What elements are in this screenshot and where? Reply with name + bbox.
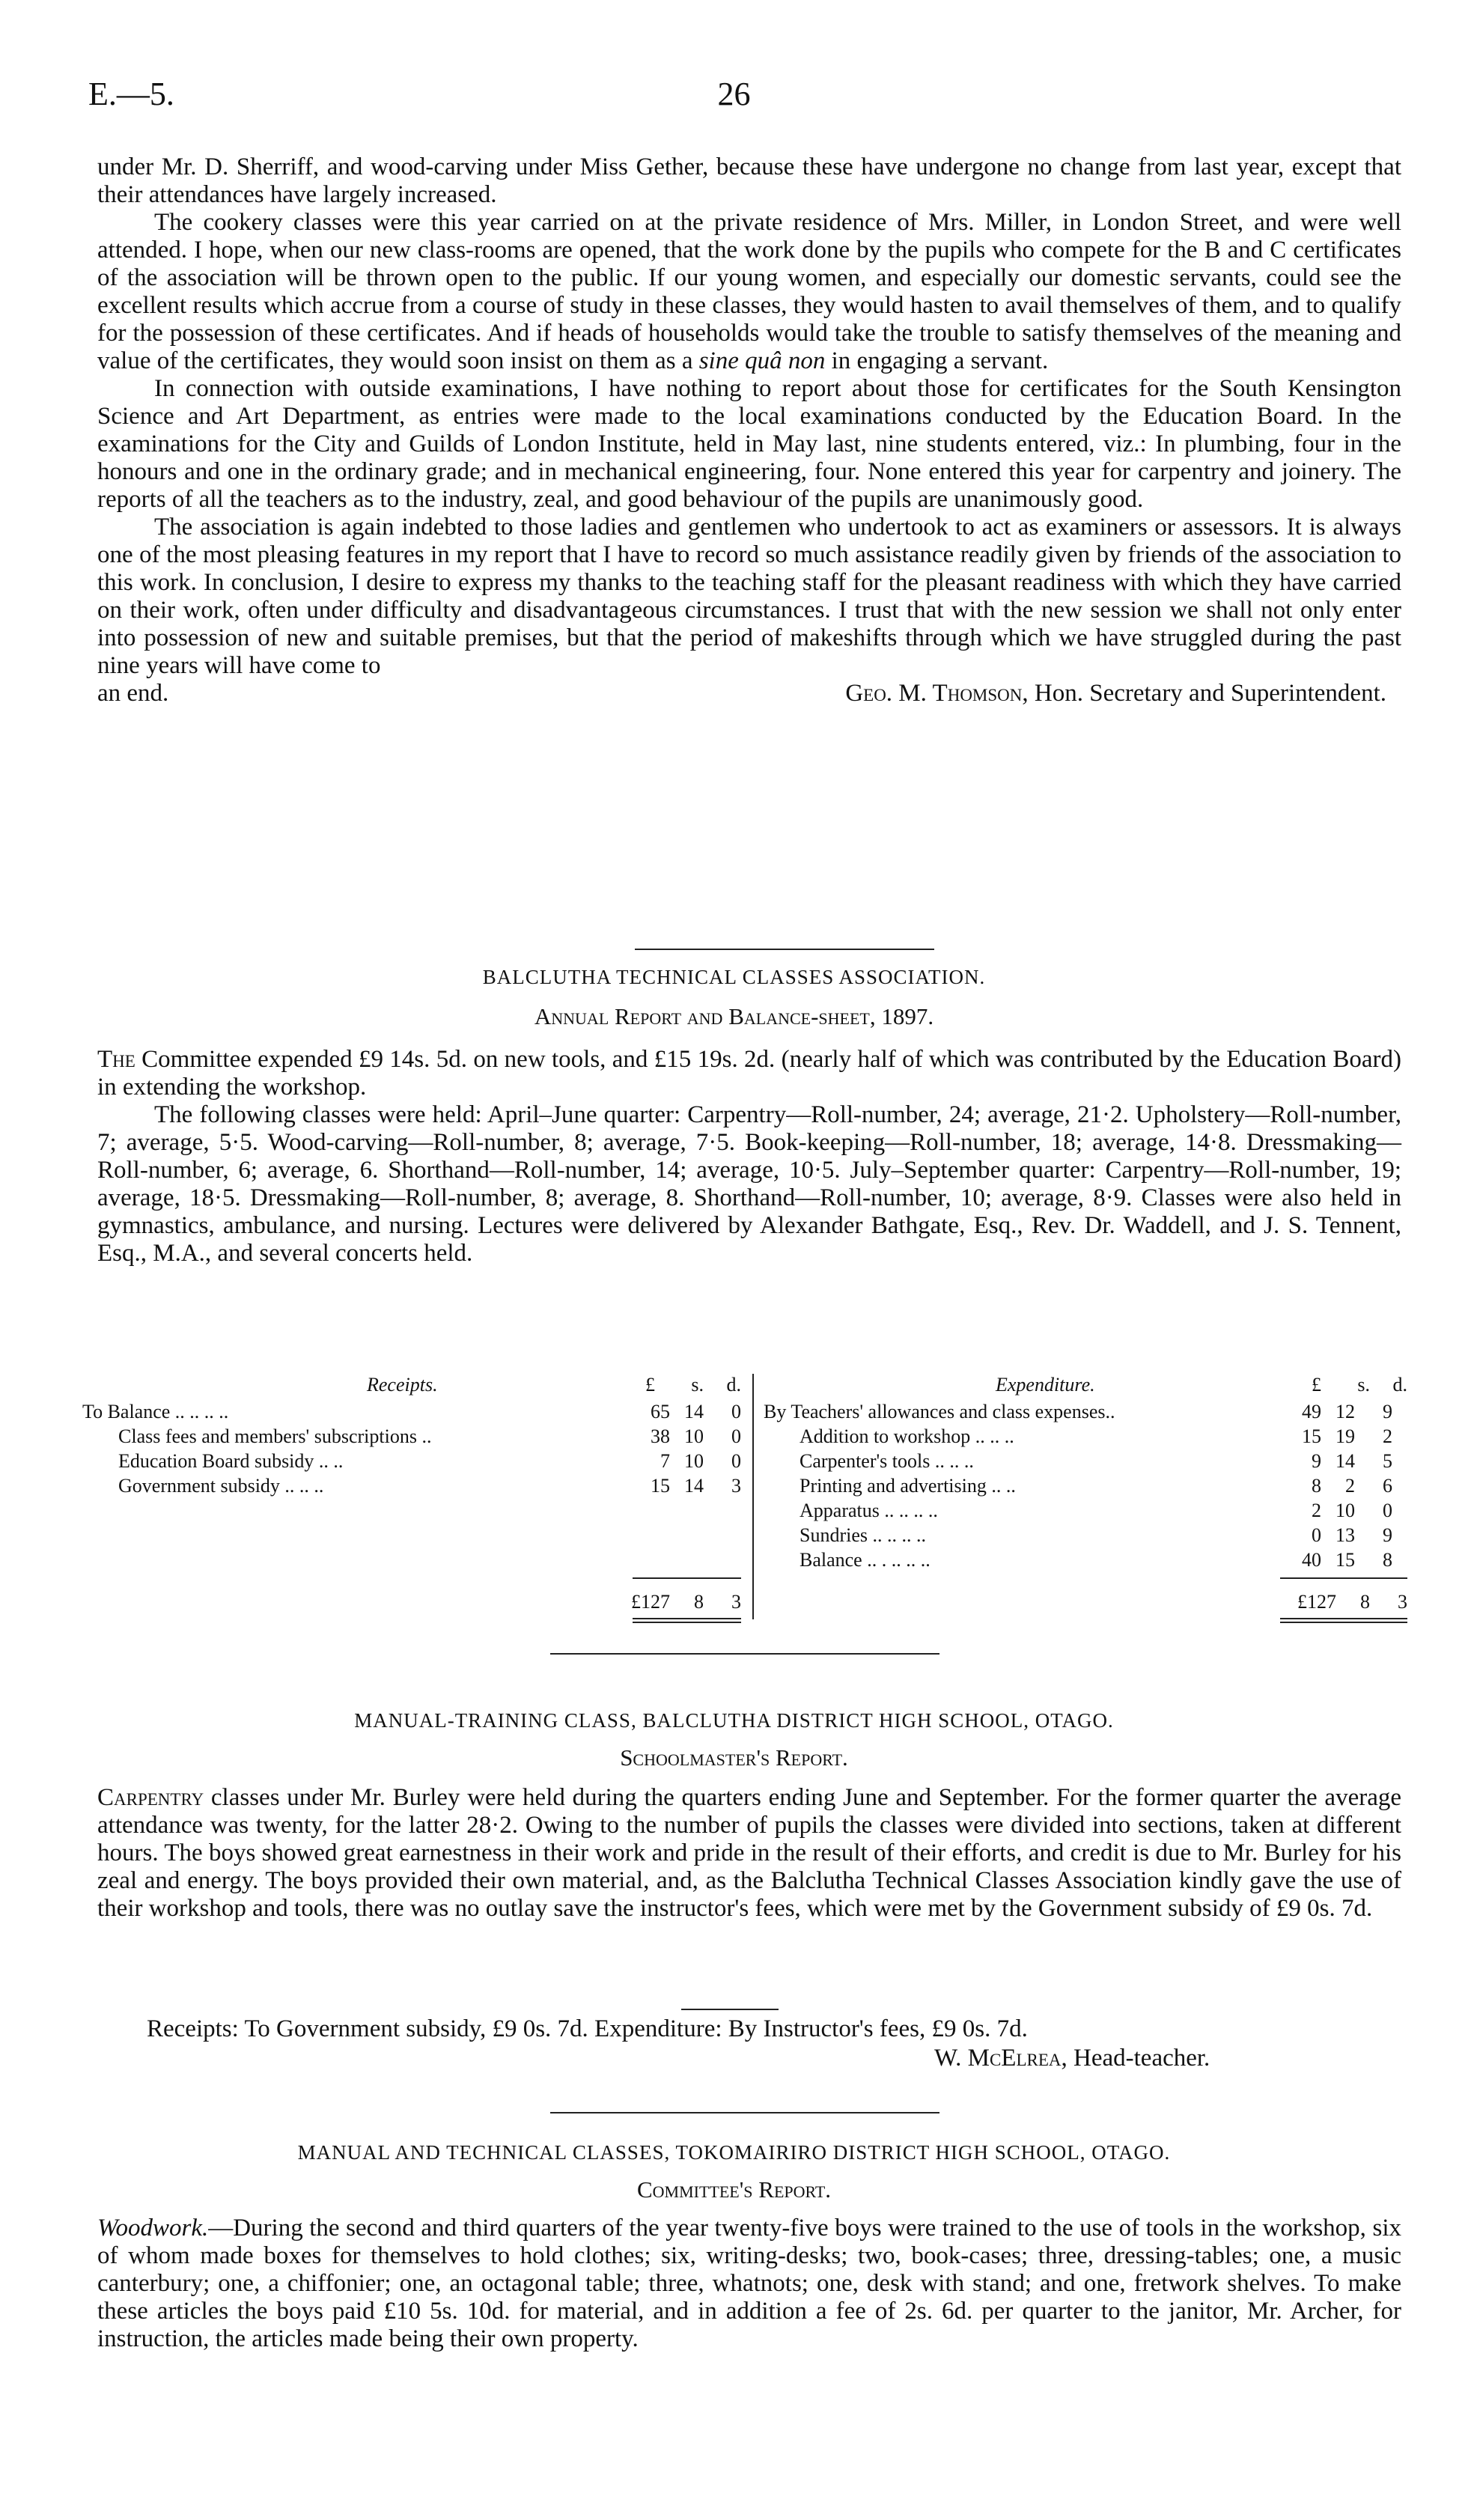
- expenditure-amount-s: 13: [1335, 1524, 1355, 1546]
- expenditure-amount-s: 10: [1335, 1500, 1355, 1521]
- expenditure-row-label: Apparatus .. .. .. ..: [800, 1500, 938, 1521]
- receipts-row-label: Government subsidy .. .. ..: [118, 1475, 324, 1497]
- expenditure-amount-s: 2: [1345, 1475, 1355, 1497]
- receipts-amount-l: 15: [651, 1475, 670, 1497]
- intro-paragraph-4: The association is again indebted to those ladies and gentlemen who undertook to act as examiners or assessors. It is always one of the most pleasing features in my report that I have to record so much assistance readily given by friends of the association to this work. In conclusion, I desire to express my thanks to the teaching staff for the pleasant readiness with which they have carried on their work, often under difficulty and disadvantageous circumstances. I trust that with the new session we shall not only enter into possession of new and suitable premises, but that the period of makeshifts through which we have struggled during the past nine years will have come to: [97, 514, 1401, 679]
- receipts-total-pounds: £127: [631, 1591, 670, 1613]
- expenditure-amount-l: 9: [1312, 1450, 1321, 1472]
- section-divider: [550, 1653, 939, 1655]
- receipts-total-shillings: 8: [694, 1591, 704, 1613]
- col-pounds: £: [1312, 1374, 1321, 1396]
- expenditure-amount-l: 0: [1312, 1524, 1321, 1546]
- page-number: 26: [717, 76, 751, 112]
- text-run: Committee expended £9 14s. 5d. on new tools, and £15 19s. 2d. (nearly half of which was contributed by the Education Board) in extending the workshop.: [97, 1046, 1401, 1101]
- expenditure-amount-d: 9: [1383, 1524, 1392, 1546]
- manual-training-section: [97, 1784, 1401, 1923]
- expenditure-amount-l: 15: [1302, 1425, 1321, 1447]
- expenditure-amount-l: 40: [1302, 1549, 1321, 1571]
- receipts-amount-l: 65: [651, 1401, 670, 1422]
- receipts-total-pence: 3: [731, 1591, 741, 1613]
- text-run: classes under Mr. Burley were held during the quarters ending June and September. For the former quarter the average attendance was twenty, for the latter 28·2. Owing to the number of pupils the classes were divided into sections, taken at different hours. The boys showed great earnestness in their work and pride in the result of their efforts, and credit is due to Mr. Burley for his zeal and energy. The boys provided their own material, and, as the Balclutha Technical Classes Association kindly gave the use of their workshop and tools, there was no outlay save the instructor's fees, which were met by the Government subsidy of £9 0s. 7d.: [97, 1784, 1401, 1922]
- text-run: —During the second and third quarters of the year twenty-five boys were trained to the use of tools in the workshop, six of whom made boxes for themselves to hold clothes; six, writing-desks; two, book-cases; three, dressing-tables; one, a music canterbury; one, a chiffonier; one, an octagonal table; three, whatnots; one, desk with stand; and one, fretwork shelves. To make these articles the boys paid £10 5s. 10d. for material, and in addition a fee of 2s. 6d. per quarter to the janitor, Mr. Archer, for instruction, the articles made being their own property.: [97, 2215, 1401, 2352]
- intro-section: [97, 153, 1401, 707]
- receipts-amount-d: 0: [731, 1450, 741, 1472]
- section-subtitle-manual-training: Schoolmaster's Report.: [620, 1744, 848, 1771]
- col-shillings: s.: [691, 1374, 704, 1396]
- section-title-tokomairiro: MANUAL AND TECHNICAL CLASSES, TOKOMAIRIRO DISTRICT HIGH SCHOOL, OTAGO.: [297, 2141, 1171, 2164]
- ledger-divider: [752, 1374, 754, 1619]
- receipts-row-label: To Balance .. .. .. ..: [82, 1401, 229, 1422]
- intro-paragraph-1: under Mr. D. Sherriff, and wood-carving under Miss Gether, because these have undergone no change from last year, except that their attendances have largely increased.: [97, 153, 1401, 208]
- expenditure-amount-d: 9: [1383, 1401, 1392, 1422]
- expenditure-amount-s: 15: [1335, 1549, 1355, 1571]
- balclutha-paragraph-1: [97, 1046, 1401, 1101]
- expenditure-amount-d: 2: [1383, 1425, 1392, 1447]
- receipts-summary: Receipts: To Government subsidy, £9 0s. 7d. Expenditure: By Instructor's fees, £9 0s. 7d.: [147, 2015, 1028, 2042]
- signatory: [845, 680, 1386, 707]
- section-title-manual-training: MANUAL-TRAINING CLASS, BALCLUTHA DISTRICT HIGH SCHOOL, OTAGO.: [354, 1709, 1114, 1732]
- total-double-rule: [1280, 1618, 1407, 1619]
- expenditure-amount-l: 49: [1302, 1401, 1321, 1422]
- tokomairiro-section: [97, 2215, 1401, 2353]
- receipts-amount-l: 38: [651, 1425, 670, 1447]
- expenditure-row-label: Printing and advertising .. ..: [800, 1475, 1016, 1497]
- receipts-heading: Receipts.: [367, 1374, 438, 1396]
- balance-sheet: [82, 1374, 1407, 1621]
- short-rule: [681, 2009, 779, 2010]
- tokomairiro-paragraph-1: [97, 2215, 1401, 2353]
- total-rule: [1280, 1577, 1407, 1579]
- text-run: The cookery classes were this year carried on at the private residence of Mrs. Miller, in London Street, and were well attended. I hope, when our new class-rooms are opened, that the work done by the pupils who compete for the B and C certificates of the association will be thrown open to the public. If our young women, and especially our domestic servants, could see the excellent results which accrue from a course of study in these classes, they would hasten to avail themselves of them, and to qualify for the possession of these certificates. And if heads of households would take the trouble to satisfy themselves of the meaning and value of the certificates, they would soon insist on them as a: [97, 209, 1401, 374]
- expenditure-amount-d: 0: [1383, 1500, 1392, 1521]
- expenditure-total-pounds: £127: [1297, 1591, 1336, 1613]
- expenditure-row-label: Balance .. . .. .. ..: [800, 1549, 931, 1571]
- total-double-rule: [633, 1622, 741, 1623]
- col-shillings: s.: [1357, 1374, 1370, 1396]
- signature-line: [97, 680, 1401, 707]
- receipts-amount-d: 3: [731, 1475, 741, 1497]
- receipts-amount-s: 14: [684, 1475, 704, 1497]
- expenditure-row-label: Carpenter's tools .. .. ..: [800, 1450, 974, 1472]
- receipts-amount-d: 0: [731, 1401, 741, 1422]
- signatory-name: W. McElrea,: [934, 2045, 1068, 2072]
- expenditure-amount-l: 8: [1312, 1475, 1321, 1497]
- receipts-amount-s: 10: [684, 1450, 704, 1472]
- sig-ending: an end.: [97, 680, 169, 707]
- expenditure-amount-l: 2: [1312, 1500, 1321, 1521]
- expenditure-amount-d: 5: [1383, 1450, 1392, 1472]
- section-divider: [635, 949, 934, 950]
- lead-word: Woodwork.: [97, 2215, 209, 2241]
- lead-word: Carpentry: [97, 1784, 204, 1811]
- expenditure-row-label: Sundries .. .. .. ..: [800, 1524, 926, 1546]
- expenditure-amount-d: 8: [1383, 1549, 1392, 1571]
- expenditure-amount-s: 12: [1335, 1401, 1355, 1422]
- italic-phrase: sine quâ non: [698, 347, 826, 374]
- section-subtitle-balclutha: Annual Report and Balance-sheet, 1897.: [534, 1003, 934, 1029]
- expenditure-amount-s: 14: [1335, 1450, 1355, 1472]
- intro-paragraph-3: In connection with outside examinations, I have nothing to report about those for certificates for the South Kensington Science and Art Department, as entries were made to the local examinations conducted by the Education Board. In the examinations for the City and Guilds of London Institute, held in May last, nine students entered, viz.: In plumbing, four in the honours and one in the ordinary grade; and in mechanical engineering, four. None entered this year for carpentry and joinery. The reports of all the teachers as to the industry, zeal, and good behaviour of the pupils are unanimously good.: [97, 375, 1401, 513]
- col-pounds: £: [645, 1374, 655, 1396]
- lead-word: The: [97, 1046, 135, 1073]
- expenditure-row-label: Addition to workshop .. .. ..: [800, 1425, 1014, 1447]
- section-title-balclutha: BALCLUTHA TECHNICAL CLASSES ASSOCIATION.: [482, 966, 986, 988]
- receipts-amount-s: 10: [684, 1425, 704, 1447]
- total-double-rule: [1280, 1622, 1407, 1623]
- expenditure-amount-s: 19: [1335, 1425, 1355, 1447]
- report-code: E.—5.: [88, 76, 174, 112]
- manual-paragraph-1: [97, 1784, 1401, 1923]
- balclutha-paragraph-2: The following classes were held: April–June quarter: Carpentry—Roll-number, 24; average, 21·2. Upholstery—Roll-number, 7; average, 5·5. Wood-carving—Roll-number, 8; average, 7·5. Book-keeping—Roll-number, 18; average, 14·8. Dressmaking—Roll-number, 6; average, 6. Shorthand—Roll-number, 14; average, 10·5. July–September quarter: Carpentry—Roll-number, 19; average, 18·5. Dressmaking—Roll-number, 8; average, 8. Shorthand—Roll-number, 10; average, 8·9. Classes were also held in gymnastics, ambulance, and nursing. Lectures were delivered by Alexander Bathgate, Esq., Rev. Dr. Waddell, and J. S. Tennent, Esq., M.A., and several concerts held.: [97, 1101, 1401, 1267]
- signatory-name: Geo. M. Thomson,: [845, 680, 1029, 707]
- signatory-title: Head-teacher.: [1067, 2045, 1210, 2072]
- signatory: [934, 2045, 1210, 2072]
- expenditure-total-pence: 3: [1398, 1591, 1407, 1613]
- text-run: in engaging a servant.: [825, 347, 1049, 374]
- receipts-amount-l: 7: [660, 1450, 670, 1472]
- expenditure-total-shillings: 8: [1360, 1591, 1370, 1613]
- receipts-amount-s: 14: [684, 1401, 704, 1422]
- expenditure-heading: Expenditure.: [996, 1374, 1095, 1396]
- expenditure-amount-d: 6: [1383, 1475, 1392, 1497]
- receipts-row-label: Class fees and members' subscriptions ..: [118, 1425, 432, 1447]
- total-double-rule: [633, 1618, 741, 1619]
- section-subtitle-tokomairiro: Committee's Report.: [636, 2176, 832, 2203]
- total-rule: [633, 1577, 741, 1579]
- intro-paragraph-2: [97, 209, 1401, 375]
- col-pence: d.: [1392, 1374, 1407, 1396]
- signatory-title: Hon. Secretary and Superintendent.: [1028, 680, 1386, 707]
- expenditure-row-label: By Teachers' allowances and class expenses..: [764, 1401, 1115, 1422]
- section-divider: [550, 2112, 939, 2113]
- receipts-row-label: Education Board subsidy .. ..: [118, 1450, 344, 1472]
- receipts-amount-d: 0: [731, 1425, 741, 1447]
- balclutha-section: [97, 1046, 1401, 1267]
- col-pence: d.: [726, 1374, 741, 1396]
